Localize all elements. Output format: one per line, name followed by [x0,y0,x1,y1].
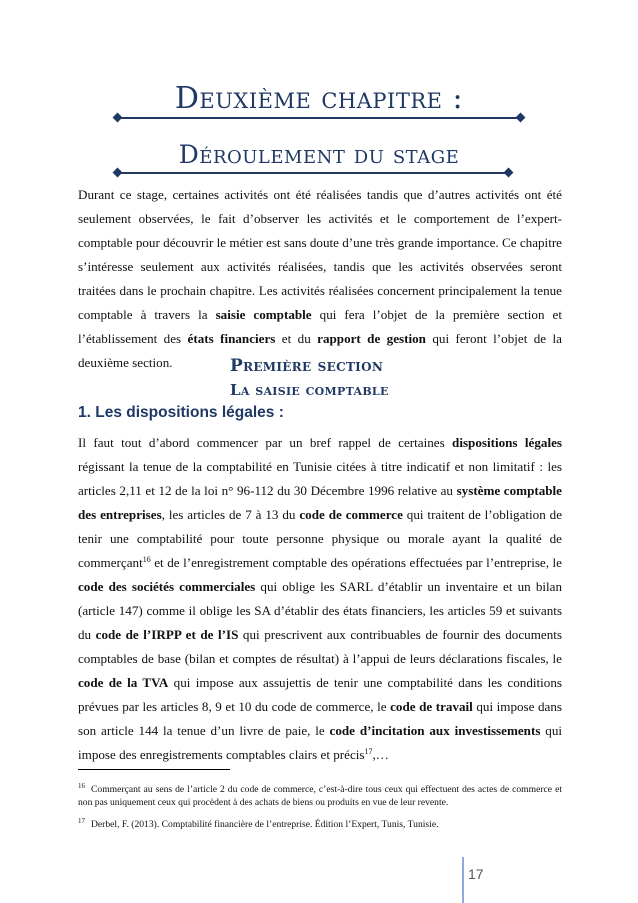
page-number: 17 [468,866,484,882]
chapter-title: Deuxième chapitre : [174,81,464,116]
chapter-subtitle: Déroulement du stage [178,140,460,169]
intro-paragraph: Durant ce stage, certaines activités ont été réalisées tandis que d’autres activités ont été seulement observées, le fait d’observer les activités et le comportement de l’expert-comptable pour découvrir le métier est sans doute d’une très grande importance. Ce chapitre s’intéresse seulement aux activités réalisées, tandis que les activités observées seront traitées dans le prochain chapitre. Les activités réalisées concernent principalement la tenue comptable à travers la saisie comptable qui fera l’objet de la première section et l’établissement des états financiers et du rapport de gestion qui feront l’objet de la deuxième section. [78,187,562,370]
footnote-ref-16: 16 [142,555,151,564]
heading-dispositions-legales: 1. Les dispositions légales : [78,404,284,421]
footnote-ref-17: 17 [364,747,373,756]
section-subtitle: La saisie comptable [230,381,389,399]
footnote-17: $^{17}$ Derbel, F. (2013). Comptabilité financière de l’entreprise. Édition l’Expert, Tunis, Tunisie. [78,817,439,830]
body-paragraph: Il faut tout d’abord commencer par un bref rappel de certaines dispositions légales régissant la tenue de la comptabilité en Tunisie citées à titre indicatif et non limitatif : les articles 2,11 et 12 de la loi n° 96-112 du 30 Décembre 1996 relative au système comptable des entreprises, les articles de 7 à 13 du code de commerce qui traitent de l’obligation de tenir une comptabilité pour toute personne physique ou morale ayant la qualité de commerçant$^{16}$ et de l’enregistrement comptable des opérations effectuées par l’entreprise, le code des sociétés commerciales qui oblige les SARL d’établir un inventaire et un bilan (article 147) comme il oblige les SA d’établir des états financiers, les articles 59 et suivants du code de l’IRPP et de l’IS qui prescrivent aux contribuables de fournir des documents comptables de base (bilan et comptes de résultat) à l’appui de leurs déclarations fiscales, le code de la TVA qui impose aux assujettis de tenir une comptabilité dans les conditions prévues par les articles 8, 9 et 10 du code de commerce, le code de travail qui impose dans son article 144 la tenue d’un livre de paie, le code d’incitation aux investissements qui impose des enregistrements comptables clairs et précis$^{17}$,… [78,435,563,762]
chapter-title-rule [117,117,521,119]
footnote-16: $^{16}$ Commerçant au sens de l’article 2 du code de commerce, c’est-à-dire tous ceux qui effectuent des actes de commerce et non pas uniquement ceux qui procèdent à des achats de biens ou produits en vue de leur revente. [78,782,562,808]
section-title: Première section [230,356,384,376]
page-number-bar [462,857,464,903]
chapter-subtitle-rule [117,172,509,174]
footnote-separator [78,769,230,770]
